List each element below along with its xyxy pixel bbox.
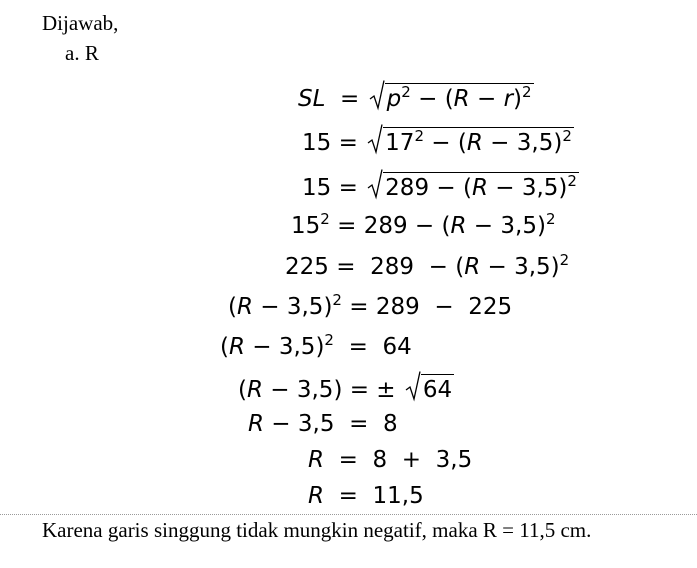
sqrt-sign: 64 (405, 374, 454, 404)
intro-text: Dijawab, (42, 11, 119, 35)
equation-step-1: SL = $p^2 - (R - r)^2$ (298, 83, 534, 113)
equation-step-3: 15 = $289 - (R - 3,5)^2$ (302, 172, 579, 202)
equation-step-11: R = 11,5 (308, 483, 424, 509)
equation-step-7: $(R - 3,5)^2 = 64$ (220, 331, 412, 360)
section-divider (0, 514, 697, 515)
conclusion-text: Karena garis singgung tidak mungkin negatif, maka R = 11,5 cm. (42, 518, 592, 542)
equation-step-8: (R − 3,5) = ± 64 (238, 374, 454, 404)
equation-step-10: R = 8 + 3,5 (308, 447, 473, 473)
equation-step-6: $(R - 3,5)^2 = 289 - 225$ (228, 291, 513, 320)
equation-step-5: $225 = 289 - (R - 3,5)^2$ (285, 251, 570, 280)
sqrt-sign: $p^2 - (R - r)^2$ (369, 83, 534, 113)
equation-step-2: 15 = $17^2 - (R - 3,5)^2$ (302, 127, 574, 157)
sqrt-sign: $17^2 - (R - 3,5)^2$ (367, 127, 574, 157)
equation-step-9: R − 3,5 = 8 (248, 411, 398, 437)
equation-step-4: $15^2 = 289 - (R - 3,5)^2$ (291, 210, 556, 239)
sqrt-sign: $289 - (R - 3,5)^2$ (367, 172, 579, 202)
part-a-label: a. R (65, 41, 99, 65)
